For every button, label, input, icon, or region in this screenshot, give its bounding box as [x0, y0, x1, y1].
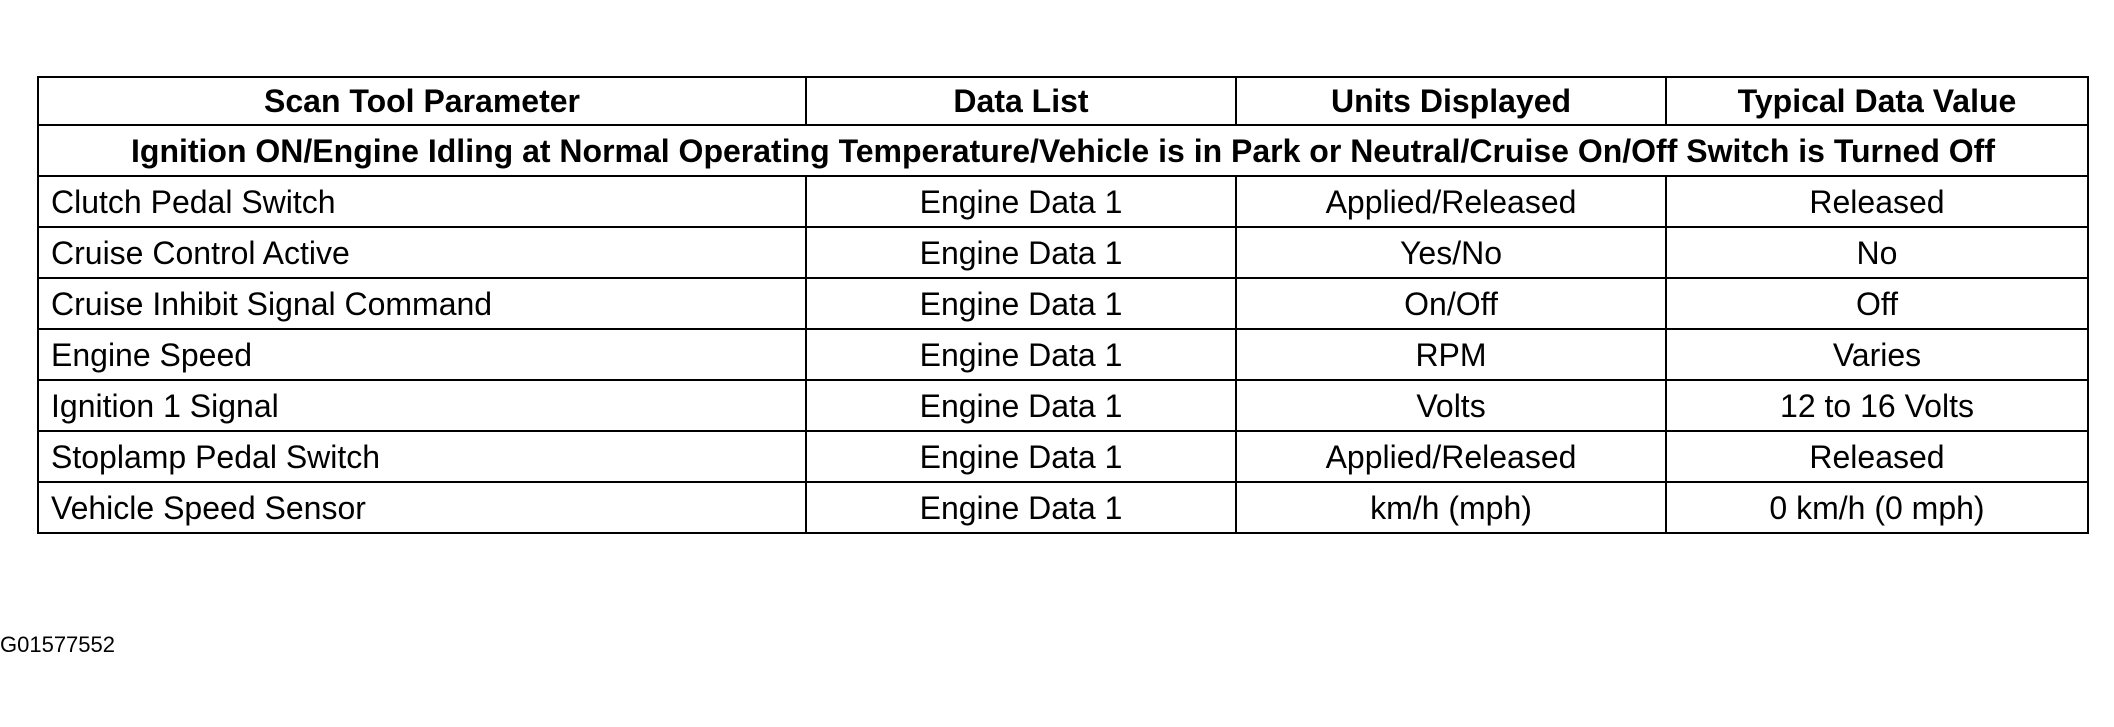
units-cell: Applied/Released: [1236, 176, 1666, 227]
header-scan-tool-parameter: Scan Tool Parameter: [38, 77, 806, 125]
parameter-cell: Ignition 1 Signal: [38, 380, 806, 431]
table-row: [38, 329, 2088, 380]
table-row: [38, 431, 2088, 482]
operating-condition: Ignition ON/Engine Idling at Normal Operating Temperature/Vehicle is in Park or Neutral/Cruise On/Off Switch is Turned Off: [38, 125, 2088, 176]
data-list-cell: Engine Data 1: [806, 482, 1236, 533]
parameter-cell: Clutch Pedal Switch: [38, 176, 806, 227]
parameter-cell: Vehicle Speed Sensor: [38, 482, 806, 533]
parameter-cell: Cruise Control Active: [38, 227, 806, 278]
table-row: [38, 176, 2088, 227]
table-row: [38, 380, 2088, 431]
header-data-list: Data List: [806, 77, 1236, 125]
parameter-cell: Stoplamp Pedal Switch: [38, 431, 806, 482]
figure-id: G01577552: [0, 632, 115, 657]
data-list-cell: Engine Data 1: [806, 278, 1236, 329]
scan-tool-data-sheet: [37, 76, 2087, 534]
data-list-cell: Engine Data 1: [806, 380, 1236, 431]
data-list-cell: Engine Data 1: [806, 176, 1236, 227]
header-units-displayed: Units Displayed: [1236, 77, 1666, 125]
parameter-cell: Engine Speed: [38, 329, 806, 380]
table-header-row: [38, 77, 2088, 125]
units-cell: RPM: [1236, 329, 1666, 380]
typical-value-cell: No: [1666, 227, 2088, 278]
units-cell: Volts: [1236, 380, 1666, 431]
data-list-cell: Engine Data 1: [806, 329, 1236, 380]
typical-value-cell: Released: [1666, 176, 2088, 227]
units-cell: km/h (mph): [1236, 482, 1666, 533]
typical-value-cell: Varies: [1666, 329, 2088, 380]
scan-tool-data-table: [37, 76, 2089, 534]
typical-value-cell: 12 to 16 Volts: [1666, 380, 2088, 431]
units-cell: On/Off: [1236, 278, 1666, 329]
units-cell: Yes/No: [1236, 227, 1666, 278]
data-list-cell: Engine Data 1: [806, 431, 1236, 482]
table-row: [38, 482, 2088, 533]
typical-value-cell: Released: [1666, 431, 2088, 482]
parameter-cell: Cruise Inhibit Signal Command: [38, 278, 806, 329]
units-cell: Applied/Released: [1236, 431, 1666, 482]
header-typical-data-value: Typical Data Value: [1666, 77, 2088, 125]
data-list-cell: Engine Data 1: [806, 227, 1236, 278]
condition-row: [38, 125, 2088, 176]
table-row: [38, 278, 2088, 329]
typical-value-cell: Off: [1666, 278, 2088, 329]
typical-value-cell: 0 km/h (0 mph): [1666, 482, 2088, 533]
table-row: [38, 227, 2088, 278]
